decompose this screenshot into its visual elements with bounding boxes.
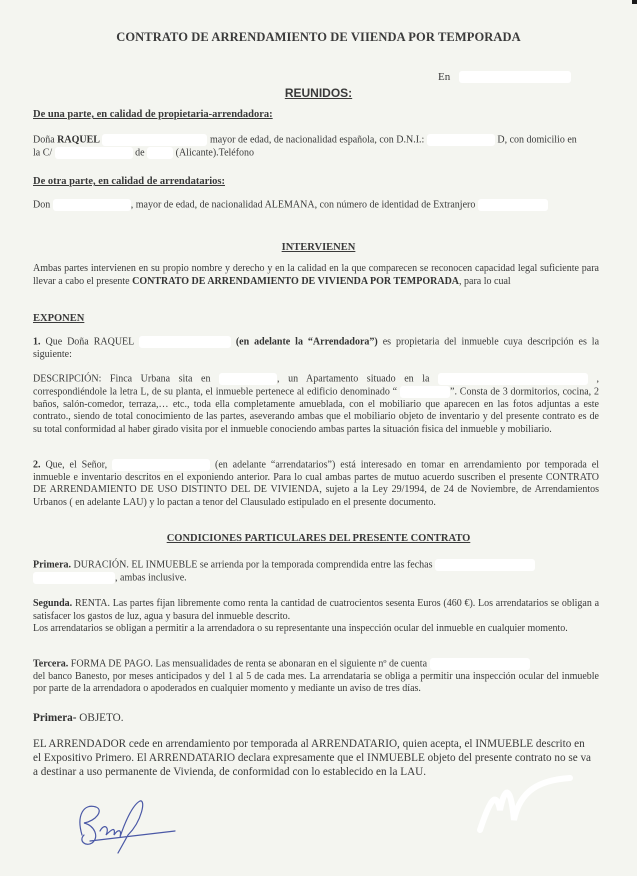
segunda-text-2: Los arrendatarios se obligan a permitir a la arrendadora o su representante una inspección ocular del inmueble en cualquier momento. (33, 623, 568, 635)
descripcion-text: DESCRIPCIÓN: Finca Urbana sita en (33, 373, 211, 385)
intervienen-text-end: , para lo cual (459, 275, 511, 287)
redacted-account (430, 658, 530, 670)
redacted-town (147, 147, 173, 159)
segunda-label: Segunda. (33, 598, 73, 609)
exponen-heading: EXPONEN (33, 313, 85, 324)
document-title: CONTRATO DE ARRENDAMIENTO DE VIIENDA POR TEMPORADA (116, 30, 521, 44)
redacted-surname-2 (139, 336, 231, 348)
place-line (438, 71, 571, 83)
primera-label: Primera. (33, 559, 72, 571)
landlord-header: De una parte, en calidad de propietaria-arrendadora: (33, 109, 273, 120)
redacted-street (55, 147, 133, 159)
landlord-city: (Alicante).Teléfono (175, 147, 255, 159)
intervienen-heading: INTERVIENEN (281, 242, 356, 253)
descripcion-comma: , (596, 373, 600, 385)
tenant-header: De otra parte, en calidad de arrendatarios: (33, 176, 225, 187)
landlord-name: RAQUEL (57, 134, 100, 146)
item-2-text: Que, el Señor, (45, 459, 108, 471)
tercera-text: FORMA DE PAGO. Las mensualidades de renta se abonaran en el siguiente nº de cuenta (70, 658, 428, 670)
scan-corner-mark (632, 0, 637, 4)
redacted-end-date (33, 572, 115, 584)
item-1-text: Que Doña RAQUEL (45, 336, 134, 348)
tenant-paragraph (33, 199, 599, 212)
tercera-label: Tercera. (33, 658, 69, 670)
descripcion-paragraph (33, 373, 599, 437)
tenant-prefix: Don (33, 199, 51, 211)
tenant-text: , mayor de edad, de nacionalidad ALEMANA, con número de identidad de Extranjero (130, 199, 476, 211)
clause-primera (33, 559, 599, 585)
landlord-text: mayor de edad, de nacionalidad española, con D.N.I.: (209, 134, 425, 146)
redacted-location (219, 373, 277, 385)
clause-objeto-body: EL ARRENDADOR cede en arrendamiento por temporada al ARRENDATARIO, quien acepta, el INMUEBLE descrito en el Expositivo Primero. El ARRENDATARIO declara expresamente que el INMUEBLE objeto del presente contrato no se va a destinar a uso permanente de Vivienda, de conformidad con lo establecido en la LAU. (33, 738, 592, 778)
segunda-text: RENTA. Las partes fijan libremente como renta la cantidad de cuatrocientos sesenta Euros (460 €). Los arrendatarios se obligan a satisfacer los gastos de luz, agua y basura del inmueble descrito. (33, 598, 600, 622)
descripcion-text-d: correspondiéndole la letra L, de su planta, el inmueble pertenece al edificio denominado “ (33, 386, 398, 398)
place-prefix: En (438, 71, 451, 83)
intervienen-text: Ambas partes intervienen en su propio nombre y derecho y en la calidad en la que comparecen se reconocen capacidad legal suficiente para llevar a cabo el presente (33, 263, 599, 287)
redacted-start-date (435, 559, 535, 571)
clause-tercera (33, 658, 599, 696)
objeto-label: Primera- (33, 712, 77, 724)
redacted-building (400, 386, 450, 398)
exponen-item-2 (33, 459, 599, 510)
landlord-signature (70, 795, 190, 855)
landlord-text-2: D, con domicilio en (497, 134, 577, 146)
tercera-text-2: del banco Banesto, por meses anticipados y del 1 al 5 de cada mes. La arrendataria se obliga a permitir una inspección ocular del inmueble por parte de la arrendadora o apoderados en cualquier momento y mediante un aviso de tres días. (33, 670, 599, 695)
clause-segunda (33, 598, 599, 636)
primera-text: DURACIÓN. EL INMUEBLE se arrienda por la temporada comprendida entre las fechas (73, 559, 433, 571)
redacted-surname (102, 134, 207, 146)
intervienen-paragraph (33, 263, 599, 288)
item-2-number: 2. (33, 459, 41, 471)
objeto-title: OBJETO. (79, 712, 124, 724)
exponen-item-1 (33, 336, 599, 361)
street-prefix: la C/ (33, 147, 53, 159)
landlord-paragraph (33, 134, 599, 160)
redacted-place (459, 71, 571, 83)
primera-text-2: , ambas inclusive. (115, 572, 187, 584)
landlord-de: de (135, 147, 145, 159)
redacted-tenant-name-2 (112, 459, 210, 471)
item-2-text-2: (en adelante “arrendatarios”) está interesado en tomar en arrendamiento por temporada el inmueble e inventario descritos en el exponiendo anterior. Para lo cual ambas partes de mutuo acuerdo suscriben el presente CONTRATO DE ARRENDAMIENTO DE USO DISTINTO DEL DE VIVIENDA, sujeto a la Ley 29/1994, de 24 de Noviembre, de Arrendamientos Urbanos ( en adelante LAU) y lo pactan a tenor del Clausulado estipulado en el presente documento. (33, 459, 600, 509)
item-1-number: 1. (33, 336, 41, 348)
clause-objeto-heading (33, 711, 599, 725)
redacted-tenant-name (53, 199, 131, 211)
intervienen-bold: CONTRATO DE ARRENDAMIENTO DE VIVIENDA POR TEMPORADA (132, 275, 460, 287)
redacted-nie (478, 199, 548, 211)
descripcion-text-e: ”. Consta de 3 dormitorios, cocina, 2 baños, salón-comedor, terraza,… etc., toda ella completamente amueblada, con el mobiliario que aparecen en las fotos adjuntas a este contrato., siendo de total conocimiento de las partes, aseverando ambas que el mobiliario objeto de inventario y del presente contrato es de su total conformidad al haber girado visita por el inmueble conociendo ambas partes la situación fisica del inmueble y mobiliario. (33, 386, 600, 435)
redacted-dni (427, 134, 495, 146)
descripcion-text-b: , un Apartamento situado en la (277, 373, 430, 385)
item-1-text-2: es propietaria del inmueble cuya descripción es la siguiente: (33, 336, 600, 360)
tenant-signature-obscured (470, 770, 580, 840)
item-1-bold: (en adelante la “Arrendadora”) (235, 336, 378, 348)
condiciones-heading: CONDICIONES PARTICULARES DEL PRESENTE CONTRATO (166, 533, 471, 544)
redacted-address (438, 373, 588, 385)
landlord-prefix: Doña (33, 134, 55, 146)
reunidos-heading: REUNIDOS: (284, 86, 353, 100)
